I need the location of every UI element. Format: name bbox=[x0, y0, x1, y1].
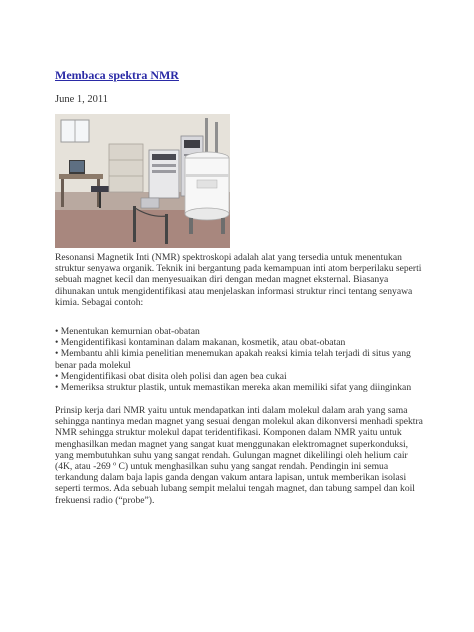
list-item: • Memeriksa struktur plastik, untuk memastikan mereka akan memiliki sifat yang diinginkan bbox=[55, 382, 412, 394]
article-date: June 1, 2011 bbox=[55, 94, 108, 105]
principle-paragraph: Prinsip kerja dari NMR yaitu untuk mendapatkan inti dalam molekul dalam arah yang sama sehingga nantinya medan magnet yang sesuai dengan molekul akan dikonversi menhadi spektra NMR sehingga struktur molekul dapat teridentifikasi. Komponen dalam NMR yaitu untuk menghasilkan medan magnet yang sangat kuat menggunakan elektromagnet superkonduksi, yang membutuhkan suhu yang sangat rendah. Gulungan magnet dikelilingi oleh helium cair (4K, atau -269 º C) untuk menghasilkan suhu yang sangat rendah. Pendingin ini semua terkandung dalam baja lapis ganda dengan vakum antara lapisan, untuk memberikan isolasi seperti termos. Ada sebuah lubang sempit melalui tengah magnet, dan tabung sampel dan koil frekuensi radio (“probe”). bbox=[55, 405, 423, 506]
list-item: • Mengidentifikasi kontaminan dalam makanan, kosmetik, atau obat-obatan bbox=[55, 337, 346, 349]
list-item: • Membantu ahli kimia penelitian menemukan apakah reaksi kimia telah terjadi di situs yang benar pada molekul bbox=[55, 348, 411, 371]
article-title-link[interactable]: Membaca spektra NMR bbox=[55, 68, 179, 82]
list-item: • Menentukan kemurnian obat-obatan bbox=[55, 326, 200, 337]
examples-list bbox=[55, 326, 425, 393]
list-item: • Mengidentifikasi obat disita oleh polisi dan agen bea cukai bbox=[55, 370, 287, 382]
nmr-lab-photo bbox=[55, 114, 230, 248]
intro-paragraph: Resonansi Magnetik Inti (NMR) spektroskopi adalah alat yang tersedia untuk menentukan struktur senyawa organik. Teknik ini bergantung pada kemampuan inti atom berperilaku seperti sebuah magnet kecil dan menyesuaikan diri dengan medan magnet eksternal. Biasanya dihunakan untuk mengidentifikasi atau menjelaskan informasi struktur rinci tentang senyawa kimia. Sebagai contoh: bbox=[55, 252, 422, 308]
